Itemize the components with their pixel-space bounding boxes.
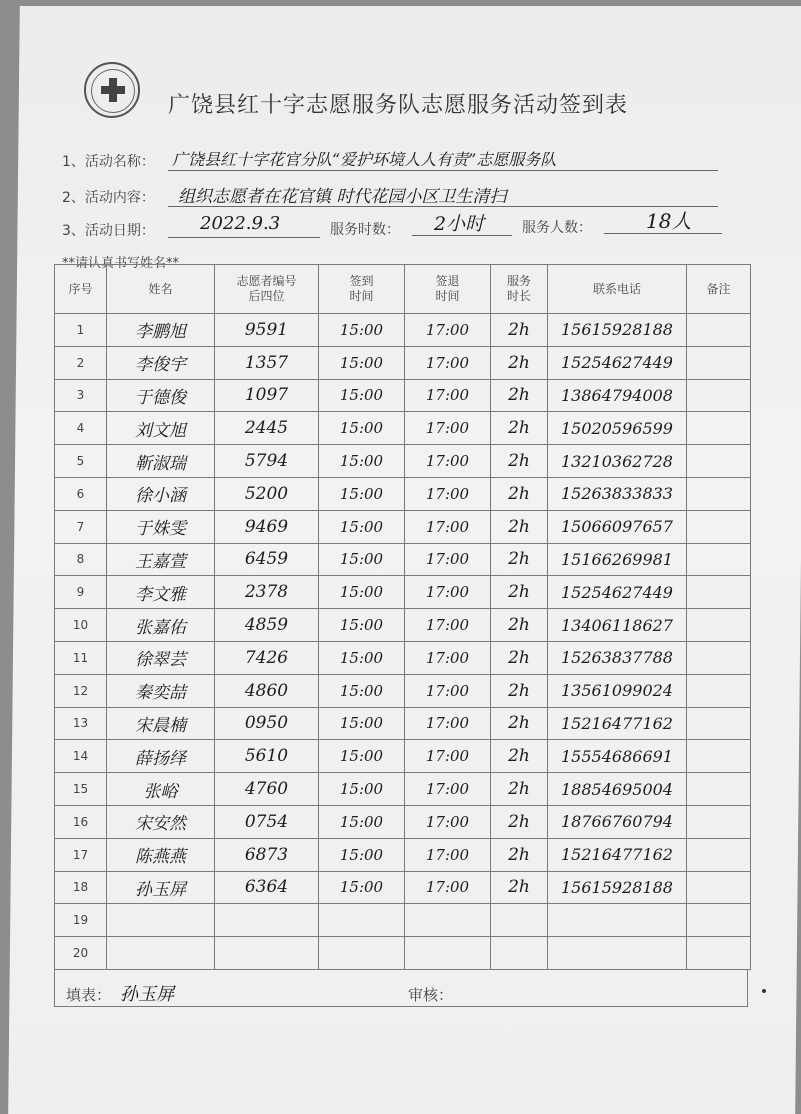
cell-remark [687,740,751,773]
cell-no: 20 [55,937,107,970]
cell-phone: 13561099024 [548,674,687,707]
cell-in [319,937,405,970]
cell-id: 6364 [215,871,319,904]
header-volunteer-id: 志愿者编号 后四位 [215,265,319,314]
form-title: 广饶县红十字志愿服务队志愿服务活动签到表 [168,93,629,118]
header-signin: 签到 时间 [319,265,405,314]
filler-signature: 孙玉屏 [120,984,174,1005]
cell-no: 10 [55,609,107,642]
cell-out: 17:00 [405,412,491,445]
cell-name: 刘文旭 [107,412,215,445]
cell-out: 17:00 [405,838,491,871]
activity-name-row [62,151,155,171]
cell-no: 3 [55,379,107,412]
cell-remark [687,543,751,576]
cell-out: 17:00 [405,674,491,707]
cell-id: 1357 [215,346,319,379]
cell-out: 17:00 [405,805,491,838]
table-row [55,904,751,937]
cell-in: 15:00 [319,674,405,707]
cell-phone: 15254627449 [548,346,687,379]
cell-phone: 18854695004 [548,773,687,806]
cell-id: 0754 [215,805,319,838]
cell-out [405,904,491,937]
cell-no: 19 [55,904,107,937]
table-row [55,805,751,838]
cell-dur: 2h [491,740,548,773]
cell-name: 薛扬绎 [107,740,215,773]
cell-remark [687,904,751,937]
cell-dur: 2h [491,674,548,707]
cell-id: 5794 [215,445,319,478]
cell-id: 4860 [215,674,319,707]
cell-name: 李鹏旭 [107,314,215,347]
cell-phone: 18766760794 [548,805,687,838]
cell-id: 4760 [215,773,319,806]
cell-out: 17:00 [405,609,491,642]
cell-name: 王嘉萱 [107,543,215,576]
cell-out: 17:00 [405,641,491,674]
table-row [55,937,751,970]
cell-out: 17:00 [405,773,491,806]
notice-text: **请认真书写姓名** [62,256,180,271]
cell-remark [687,510,751,543]
cell-name: 秦奕喆 [107,674,215,707]
cell-name: 于德俊 [107,379,215,412]
cell-remark [687,445,751,478]
cell-no: 14 [55,740,107,773]
cell-phone: 15554686691 [548,740,687,773]
cell-out: 17:00 [405,445,491,478]
cell-name: 宋安然 [107,805,215,838]
hours-label: 服务时数： [330,222,400,238]
cell-name: 靳淑瑞 [107,445,215,478]
table-row [55,510,751,543]
cell-no: 8 [55,543,107,576]
filler-label: 填表： [66,986,112,1004]
cell-id: 5610 [215,740,319,773]
table-row [55,674,751,707]
cell-in: 15:00 [319,412,405,445]
cell-remark [687,314,751,347]
cell-phone: 15254627449 [548,576,687,609]
cell-out: 17:00 [405,871,491,904]
cell-id [215,904,319,937]
cell-no: 4 [55,412,107,445]
reviewer-label: 审核： [408,986,454,1004]
cell-no: 17 [55,838,107,871]
cell-phone: 15216477162 [548,838,687,871]
cell-name: 徐小涵 [107,477,215,510]
cell-no: 16 [55,805,107,838]
cell-name: 李俊宇 [107,346,215,379]
cell-phone: 15615928188 [548,314,687,347]
cell-dur: 2h [491,510,548,543]
cell-remark [687,379,751,412]
cell-no: 15 [55,773,107,806]
cell-in: 15:00 [319,838,405,871]
cell-out: 17:00 [405,346,491,379]
table-row [55,576,751,609]
cell-dur: 2h [491,838,548,871]
cell-out: 17:00 [405,477,491,510]
cell-phone: 13406118627 [548,609,687,642]
cell-id: 1097 [215,379,319,412]
people-label: 服务人数： [522,220,592,236]
activity-date-value: 2022.9.3 [200,213,281,234]
cell-in [319,904,405,937]
activity-content-row [62,187,155,207]
cell-id: 9469 [215,510,319,543]
cell-dur: 2h [491,576,548,609]
table-header-row [55,265,751,314]
cell-name: 于姝雯 [107,510,215,543]
cell-phone: 15066097657 [548,510,687,543]
cell-dur: 2h [491,445,548,478]
cell-name: 徐翠芸 [107,641,215,674]
cell-no: 6 [55,477,107,510]
cell-remark [687,477,751,510]
cell-remark [687,838,751,871]
table-row [55,445,751,478]
cell-dur: 2h [491,477,548,510]
cell-remark [687,609,751,642]
table-row [55,740,751,773]
table-row [55,773,751,806]
cell-in: 15:00 [319,379,405,412]
cell-id: 0950 [215,707,319,740]
cell-out [405,937,491,970]
cell-in: 15:00 [319,707,405,740]
cell-dur: 2h [491,379,548,412]
cell-dur: 2h [491,805,548,838]
cell-phone: 15216477162 [548,707,687,740]
cell-no: 18 [55,871,107,904]
table-row [55,838,751,871]
cell-dur: 2h [491,346,548,379]
cell-phone [548,937,687,970]
table-row [55,379,751,412]
cell-dur: 2h [491,773,548,806]
cell-in: 15:00 [319,609,405,642]
table-row [55,346,751,379]
table-row [55,543,751,576]
cell-no: 7 [55,510,107,543]
ink-dot [762,989,766,993]
cell-no: 5 [55,445,107,478]
cell-remark [687,346,751,379]
cell-remark [687,707,751,740]
header-no: 序号 [55,265,107,314]
red-cross-logo-icon [84,62,140,118]
cell-dur: 2h [491,543,548,576]
cell-remark [687,805,751,838]
cell-phone: 15263833833 [548,477,687,510]
cell-no: 13 [55,707,107,740]
cell-out: 17:00 [405,543,491,576]
cell-in: 15:00 [319,543,405,576]
activity-name-label: 1、活动名称： [62,154,155,170]
cell-phone: 15615928188 [548,871,687,904]
header-duration: 服务 时长 [491,265,548,314]
cell-in: 15:00 [319,641,405,674]
cell-id: 7426 [215,641,319,674]
cell-out: 17:00 [405,707,491,740]
cell-in: 15:00 [319,477,405,510]
cell-phone: 15166269981 [548,543,687,576]
table-row [55,314,751,347]
cell-out: 17:00 [405,576,491,609]
cell-remark [687,412,751,445]
cell-phone: 15263837788 [548,641,687,674]
cell-dur: 2h [491,609,548,642]
cell-dur [491,904,548,937]
activity-name-value: 广饶县红十字花官分队“爱护环境人人有责”志愿服务队 [172,150,557,169]
cell-id: 9591 [215,314,319,347]
header-name: 姓名 [107,265,215,314]
table-row [55,707,751,740]
cell-dur: 2h [491,871,548,904]
cell-phone [548,904,687,937]
cell-no: 1 [55,314,107,347]
cell-remark [687,576,751,609]
cell-out: 17:00 [405,314,491,347]
cell-in: 15:00 [319,740,405,773]
cell-id: 5200 [215,477,319,510]
header-phone: 联系电话 [548,265,687,314]
cell-in: 15:00 [319,871,405,904]
header-remark: 备注 [687,265,751,314]
cell-in: 15:00 [319,576,405,609]
cell-in: 15:00 [319,510,405,543]
cell-dur: 2h [491,314,548,347]
cell-dur: 2h [491,707,548,740]
cell-remark [687,937,751,970]
cell-name [107,937,215,970]
cell-name [107,904,215,937]
signin-table [54,264,751,970]
activity-content-label: 2、活动内容： [62,190,155,206]
cell-id [215,937,319,970]
table-row [55,871,751,904]
cell-id: 6873 [215,838,319,871]
cell-remark [687,641,751,674]
cell-name: 孙玉屏 [107,871,215,904]
cell-in: 15:00 [319,773,405,806]
cell-name: 宋晨楠 [107,707,215,740]
cell-no: 9 [55,576,107,609]
cell-id: 4859 [215,609,319,642]
cell-phone: 13864794008 [548,379,687,412]
activity-content-value: 组织志愿者在花官镇 时代花园小区卫生清扫 [178,187,507,207]
cell-remark [687,773,751,806]
cell-out: 17:00 [405,740,491,773]
cell-name: 张峪 [107,773,215,806]
cell-name: 陈燕燕 [107,838,215,871]
cell-out: 17:00 [405,379,491,412]
cell-dur [491,937,548,970]
cell-id: 6459 [215,543,319,576]
cell-no: 12 [55,674,107,707]
people-value: 18人 [646,209,692,233]
activity-date-label: 3、活动日期： [62,223,155,239]
hours-value: 2小时 [434,213,485,235]
cell-id: 2378 [215,576,319,609]
cell-in: 15:00 [319,346,405,379]
cell-phone: 15020596599 [548,412,687,445]
cell-id: 2445 [215,412,319,445]
cell-remark [687,674,751,707]
table-row [55,412,751,445]
cell-remark [687,871,751,904]
cell-in: 15:00 [319,805,405,838]
cell-in: 15:00 [319,445,405,478]
cell-dur: 2h [491,412,548,445]
table-row [55,641,751,674]
cell-dur: 2h [491,641,548,674]
table-row [55,477,751,510]
cell-name: 李文雅 [107,576,215,609]
cell-name: 张嘉佑 [107,609,215,642]
table-row [55,609,751,642]
cell-no: 11 [55,641,107,674]
cell-out: 17:00 [405,510,491,543]
header-signout: 签退 时间 [405,265,491,314]
cell-no: 2 [55,346,107,379]
cell-in: 15:00 [319,314,405,347]
cell-phone: 13210362728 [548,445,687,478]
